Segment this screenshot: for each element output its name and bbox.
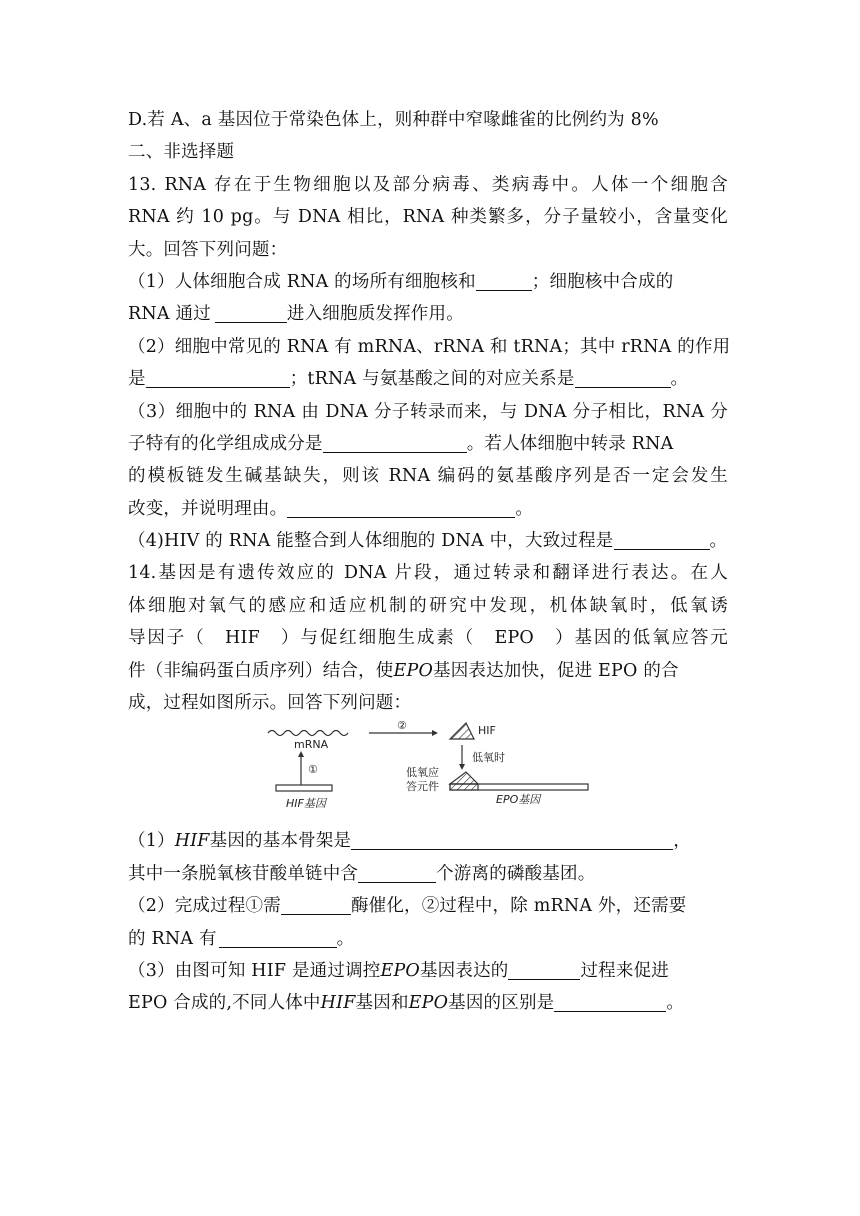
diagram-svg [264, 721, 604, 821]
text: （1）人体细胞合成 RNA 的场所有细胞核和 [128, 271, 476, 292]
hif-gene-label: HIF基因 [286, 797, 326, 811]
text: 件（非编码蛋白质序列）结合，使 [128, 660, 394, 681]
answer-blank [281, 894, 351, 915]
text: 。 [670, 369, 689, 390]
answer-blank [508, 959, 580, 980]
hif-protein-shape [450, 723, 474, 739]
text: 基因的区别是 [448, 993, 555, 1014]
answer-blank [554, 991, 666, 1012]
text: （1） [128, 831, 175, 852]
answer-blank [146, 367, 290, 388]
q13-part3-line1: （3）细胞中的 RNA 由 DNA 分子转录而来，与 DNA 分子相比，RNA 分 [128, 401, 728, 422]
q14-stem-line1: 14.基因是有遗传效应的 DNA 片段，通过转录和翻译进行表达。在人 [128, 563, 728, 584]
q14-stem-line2: 体细胞对氧气的感应和适应机制的研究中发现，机体缺氧时，低氧诱 [128, 595, 728, 616]
text: 进入细胞质发挥作用。 [286, 304, 464, 325]
answer-blank [215, 302, 287, 323]
answer-blank [351, 829, 673, 850]
mrna-wave [268, 731, 348, 736]
q14-stem-line3: 导因子（ HIF ）与促红细胞生成素（ EPO ）基因的低氧应答元 [128, 628, 728, 649]
answer-blank [323, 432, 467, 453]
step2-label: ② [397, 721, 407, 733]
q14-stem-line4 [128, 655, 728, 687]
gene-name: EPO [408, 993, 449, 1014]
text: EPO 合成的,不同人体中 [128, 993, 321, 1014]
epo-gene-label: EPO基因 [496, 793, 541, 807]
answer-blank [575, 367, 671, 388]
text: ， [673, 831, 691, 852]
answer-blank [287, 497, 515, 518]
gene-name: HIF [320, 993, 356, 1014]
gene-name: EPO [393, 660, 433, 681]
q13-part4 [128, 525, 728, 557]
q13-stem-line2: RNA 约 10 pg。与 DNA 相比，RNA 种类繁多，分子量较小，含量变化 [128, 207, 728, 228]
text: 基因表达的 [419, 960, 509, 981]
hypoxia-label: 低氧时 [472, 751, 505, 765]
q13-part1-line2 [128, 298, 728, 330]
answer-blank [358, 862, 436, 883]
hif-epo-diagram [128, 721, 728, 821]
text: ；细胞核中合成的 [531, 271, 674, 292]
text: 其中一条脱氧核苷酸单链中含 [128, 863, 359, 884]
hif-label: HIF [478, 724, 496, 738]
text: （3）由图可知 HIF 是通过调控 [128, 960, 381, 981]
gene-name: HIF [174, 831, 210, 852]
document-page [128, 104, 731, 1020]
q14-part3-line1 [128, 955, 728, 987]
text: 基因和 [355, 993, 409, 1014]
hif-gene-bar [276, 785, 332, 791]
text: 的 RNA 有 [128, 928, 217, 949]
q13-part2-line2 [128, 363, 728, 395]
q14-part2-line2 [128, 923, 728, 955]
q13-stem-line1: 13. RNA 存在于生物细胞以及部分病毒、类病毒中。人体一个细胞含 [128, 174, 728, 195]
q14-part2-line1 [128, 890, 728, 922]
q14-part1-line2 [128, 858, 728, 890]
text: （2）完成过程①需 [128, 896, 281, 917]
text: （4)HIV 的 RNA 能整合到人体细胞的 DNA 中，大致过程是 [128, 531, 614, 552]
answer-blank [476, 270, 532, 291]
q13-stem-line3: 大。回答下列问题： [128, 239, 288, 260]
bound-hif-shape [450, 772, 478, 784]
q14-part3-line2 [128, 987, 728, 1019]
text: 。若人体细胞中转录 RNA [466, 433, 674, 454]
step1-label: ① [308, 763, 318, 777]
q13-part2-line1: （2）细胞中常见的 RNA 有 mRNA、rRNA 和 tRNA；其中 rRNA 的作用 [128, 336, 731, 357]
option-d: D.若 A、a 基因位于常染色体上，则种群中窄喙雌雀的比例约为 8% [128, 110, 659, 130]
answer-blank [219, 927, 337, 948]
hre-segment [450, 784, 478, 790]
text: 基因表达加快，促进 EPO 的合 [433, 660, 679, 681]
text: 。 [666, 993, 685, 1014]
hre-label-1: 低氧应 [406, 766, 439, 780]
q13-part3-line2 [128, 428, 728, 460]
text: 个游离的磷酸基团。 [436, 863, 596, 884]
text: 。 [515, 498, 534, 519]
section-heading: 二、非选择题 [128, 142, 235, 163]
text: 子特有的化学组成成分是 [128, 433, 323, 454]
text: 是 [128, 369, 146, 390]
gene-name: EPO [380, 960, 420, 981]
q14-part1-line1 [128, 825, 728, 857]
text: RNA 通过 [128, 304, 211, 325]
q13-part3-line4 [128, 493, 728, 525]
text: 过程来促进 [580, 960, 669, 981]
hre-label-2: 答元件 [406, 780, 439, 794]
answer-blank [614, 529, 710, 550]
q13-part1-line1 [128, 266, 728, 298]
text: ；tRNA 与氨基酸之间的对应关系是 [289, 369, 575, 390]
q14-stem-line5: 成，过程如图所示。回答下列问题： [128, 693, 412, 714]
text: 。 [709, 531, 728, 552]
text: 改变，并说明理由。 [128, 498, 288, 519]
text: 酶催化，②过程中，除 mRNA 外，还需要 [350, 896, 687, 917]
text: 基因的基本骨架是 [209, 831, 352, 852]
text: 。 [336, 928, 355, 949]
mrna-label: mRNA [294, 738, 329, 752]
q13-part3-line3: 的模板链发生碱基缺失，则该 RNA 编码的氨基酸序列是否一定会发生 [128, 466, 728, 487]
